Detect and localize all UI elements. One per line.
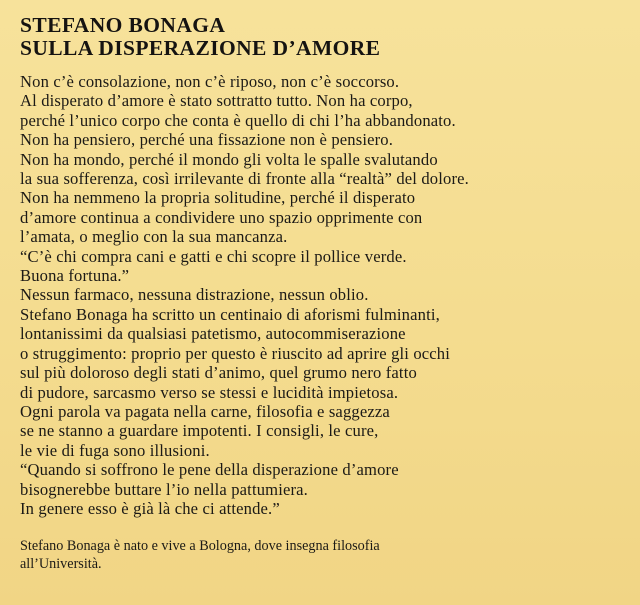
- blurb-line: l’amata, o meglio con la sua mancanza.: [20, 227, 288, 247]
- book-heading: [20, 14, 622, 60]
- blurb-line: “C’è chi compra cani e gatti e chi scopre il pollice verde.: [20, 246, 407, 266]
- book-title: SULLA DISPERAZIONE D’AMORE: [20, 36, 381, 60]
- blurb-line: se ne stanno a guardare impotenti. I consigli, le cure,: [20, 421, 379, 441]
- author-name: STEFANO BONAGA: [20, 13, 226, 37]
- blurb-line: sul più doloroso degli stati d’animo, quel grumo nero fatto: [20, 363, 417, 383]
- blurb-line: di pudore, sarcasmo verso se stessi e lucidità impietosa.: [20, 382, 399, 402]
- blurb-line: Stefano Bonaga ha scritto un centinaio di aforismi fulminanti,: [20, 304, 440, 324]
- blurb-line: Non c’è consolazione, non c’è riposo, non c’è soccorso.: [20, 72, 400, 91]
- author-bio: [20, 538, 622, 573]
- blurb-line: Non ha mondo, perché il mondo gli volta le spalle svalutando: [20, 149, 438, 169]
- blurb-line: Ogni parola va pagata nella carne, filosofia e saggezza: [20, 401, 390, 421]
- blurb-line: bisognerebbe buttare l’io nella pattumiera.: [20, 479, 308, 499]
- blurb-line: In genere esso è già là che ci attende.”: [20, 498, 280, 518]
- bio-line: Stefano Bonaga è nato e vive a Bologna, dove insegna filosofia: [20, 538, 380, 555]
- blurb-line: Nessun farmaco, nessuna distrazione, nessun oblio.: [20, 285, 369, 305]
- blurb-line: d’amore continua a condividere uno spazio opprimente con: [20, 207, 423, 227]
- blurb-line: perché l’unico corpo che conta è quello di chi l’ha abbandonato.: [20, 110, 456, 130]
- blurb-text: [20, 72, 622, 518]
- blurb-line: Buona fortuna.”: [20, 266, 130, 286]
- blurb-line: “Quando si soffrono le pene della disperazione d’amore: [20, 460, 399, 480]
- bio-line: all’Università.: [20, 555, 102, 572]
- blurb-line: la sua sofferenza, così irrilevante di fronte alla “realtà” del dolore.: [20, 169, 469, 189]
- blurb-line: o struggimento: proprio per questo è riuscito ad aprire gli occhi: [20, 343, 451, 363]
- blurb-line: lontanissimi da qualsiasi patetismo, autocommiserazione: [20, 324, 406, 344]
- blurb-line: le vie di fuga sono illusioni.: [20, 440, 210, 460]
- blurb-line: Non ha pensiero, perché una fissazione non è pensiero.: [20, 130, 394, 150]
- blurb-line: Non ha nemmeno la propria solitudine, perché il disperato: [20, 188, 416, 208]
- blurb-line: Al disperato d’amore è stato sottratto tutto. Non ha corpo,: [20, 91, 413, 111]
